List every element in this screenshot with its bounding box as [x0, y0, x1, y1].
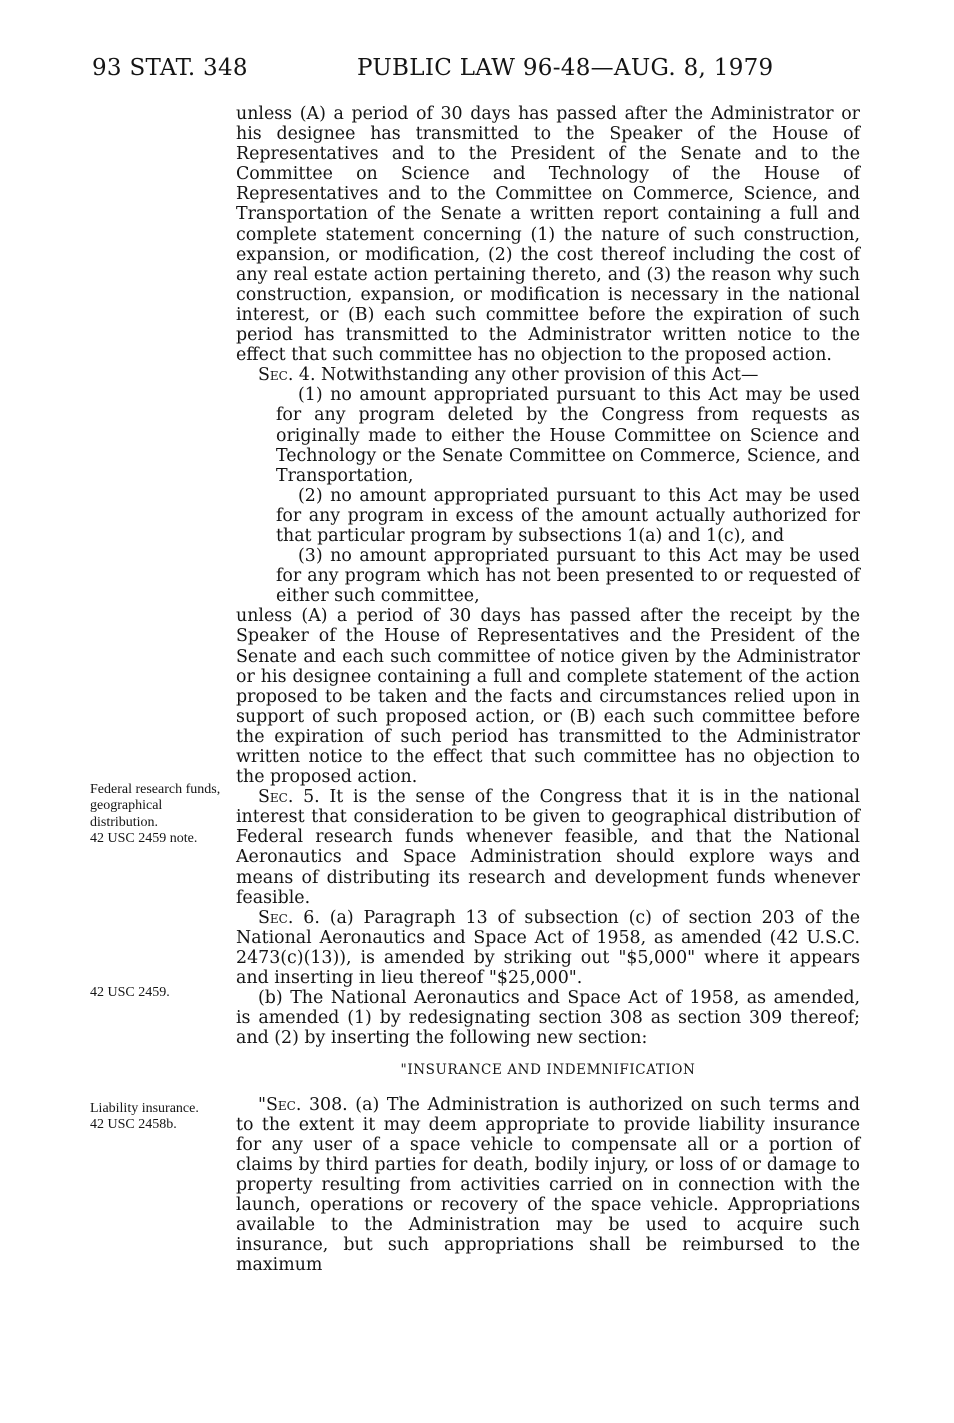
insurance-heading: "INSURANCE AND INDEMNIFICATION [400, 1062, 696, 1079]
section-label: "Sec. 308. [258, 1094, 348, 1115]
section-6a: Sec. 6. (a) Paragraph 13 of subsection (c) of section 203 of the National Aeronautics and Space Act of 1958, as amended (42 U.S.C. 2473(c)(13)), is amended by striking out "$5,000" where it appears and inserting in lieu thereof "$25,000". [236, 907, 860, 989]
section-label: Sec. 4. [258, 365, 316, 386]
margin-note-usc-2459 [90, 985, 230, 1001]
public-law-title: PUBLIC LAW 96-48—AUG. 8, 1979 [357, 55, 774, 81]
section-label: Sec. 6. [258, 907, 320, 928]
margin-note-text: Liability insurance. [90, 1101, 199, 1116]
paragraph-construction-report: unless (A) a period of 30 days has passed after the Administrator or his designee has transmitted to the Speaker of the House of Representatives and to the President of the Senate and to the Committee on Science and Technology of the House of Representatives and to the Committee on Commerce, Science, and Transportation of the Senate a written report containing a full and complete statement concerning (1) the nature of such construction, expansion, or modification, (2) the cost thereof including the cost of any real estate action pertaining thereto, and (3) the reason why such construction, expansion, or modification is necessary in the national interest, or (B) each such committee before the expiration of such period has transmitted to the Administrator written notice to the effect that such committee has no objection to the proposed action. [236, 104, 860, 366]
section-4: Sec. 4. Notwithstanding any other provision of this Act— [258, 365, 759, 386]
statute-body [236, 104, 860, 1275]
section-6b: (b) The National Aeronautics and Space Act of 1958, as amended, is amended (1) by redesignating section 308 as section 309 thereof; and (2) by inserting the following new section: [236, 988, 860, 1049]
margin-note-citation: 42 USC 2459 note. [90, 830, 198, 846]
page-header [92, 55, 844, 85]
statute-page-number: 93 STAT. 348 [92, 55, 248, 81]
section-4-item-2: (2) no amount appropriated pursuant to this Act may be used for any program in excess of the amount actually authorized for that particular program by subsections 1(a) and 1(c), and [276, 485, 860, 546]
section-308: "Sec. 308. (a) The Administration is authorized on such terms and to the extent it may deem appropriate to provide liability insurance for any user of a space vehicle to compensate all or a portion of claims by third parties for death, bodily injury, or loss of or damage to property resulting from activities carried on in connection with the launch, operations or recovery of the space vehicle. Appropriations available to the Administration may be used to acquire such insurance, but such appropriations shall be reimbursed to the maximum [236, 1094, 860, 1276]
section-4-item-3: (3) no amount appropriated pursuant to this Act may be used for any program which has not been presented to or requested of either such committee, [276, 546, 860, 607]
margin-note-citation: 42 USC 2458b. [90, 1117, 177, 1133]
margin-note-citation: 42 USC 2459. [90, 985, 170, 1000]
section-4-tail: unless (A) a period of 30 days has passed after the receipt by the Speaker of the House of Representatives and the President of the Senate and each such committee of notice given by the Administrator or his designee containing a full and complete statement of the action proposed to be taken and the facts and circumstances relied upon in support of such proposed action, or (B) each such committee before the expiration of such period has transmitted to the Administrator written notice to the effect that such committee has no objection to the proposed action. [236, 606, 860, 788]
section-5: Sec. 5. It is the sense of the Congress that it is in the national interest that consideration to be given to geographical distribution of Federal research funds whenever feasible, and that the National Aeronautics and Space Administration should explore ways and means of distributing its research and development funds whenever feasible. [236, 787, 860, 908]
margin-note-federal-research [90, 782, 230, 847]
section-label: Sec. 5. [258, 787, 320, 808]
margin-note-liability [90, 1101, 230, 1134]
margin-note-text: Federal research funds, geographical distribution. [90, 782, 221, 830]
section-4-item-1: (1) no amount appropriated pursuant to this Act may be used for any program deleted by the Congress from requests as originally made to either the House Committee on Science and Technology or the Senate Committee on Commerce, Science, and Transportation, [276, 385, 860, 486]
